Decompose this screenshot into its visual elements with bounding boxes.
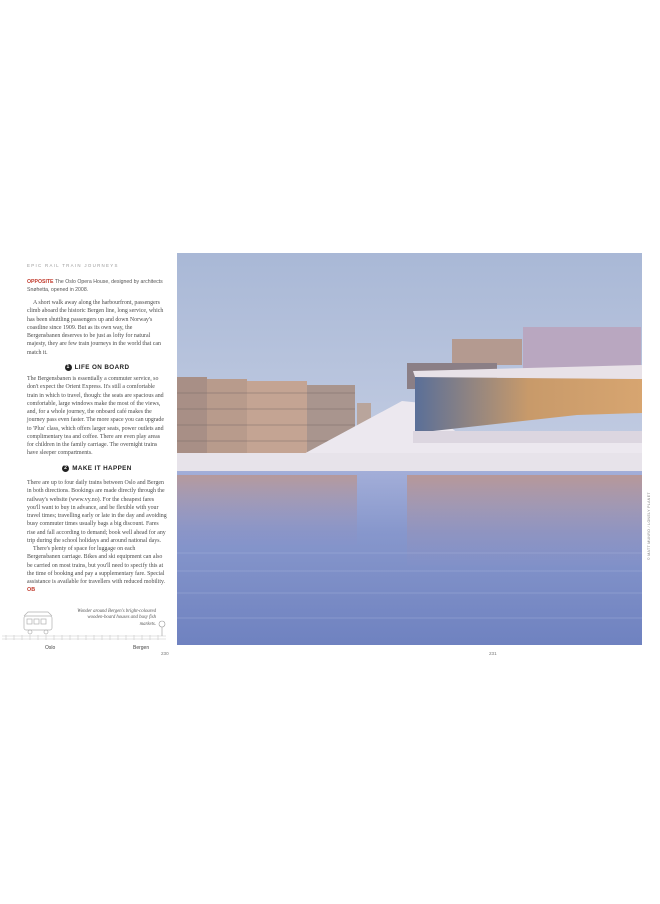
photo-caption: [27, 279, 167, 294]
station-marker-icon: [159, 621, 165, 636]
train-note: Wonder around Bergen's bright-coloured wooden-board houses and busy fish markets.: [77, 609, 156, 627]
make-it-happen-paragraph-1: There are up to four daily trains between Oslo and Bergen in both directions. Bookings are made directly through the railway's website (www.vy.no). For the cheapest fares you'll want to buy in advance, and be flexible with your travel times; travelling early or late in the day and avoiding busy commuter times usually bags a big discount. Fares rise and fall according to demand; book well ahead for any trip during the school holidays and around national days.: [27, 480, 167, 544]
section-title: MAKE IT HAPPEN: [72, 465, 132, 473]
caption-text: The Oslo Opera House, designed by architects Snøhetta, opened in 2008.: [27, 279, 163, 293]
route-end-label: Bergen: [133, 645, 150, 651]
make-it-happen-paragraph-2: [27, 545, 167, 595]
opera-house-illustration: [177, 253, 642, 645]
page-number-left: 230: [161, 651, 169, 656]
life-on-board-paragraph: The Bergensbanen is essentially a commuter service, so don't expect the Orient Express. It's still a comfortable train in which to travel, though: the seats are spacious and comfortable, large windows make the most of the views, and, for a whole journey, the onboard café makes the journey pass even faster. The more space you can upgrade to 'Plus' class, which offers larger seats, power outlets and complimentary tea and coffee. There are even play areas for children in the family carriage. The overnight trains have sleeper compartments.: [27, 376, 164, 457]
section-title: LIFE ON BOARD: [74, 364, 130, 372]
route-start-label: Oslo: [45, 645, 56, 651]
section-heading-life-on-board: [27, 364, 167, 371]
railway-track: [2, 635, 166, 640]
running-head: EPIC RAIL TRAIN JOURNEYS: [27, 263, 119, 268]
train-icon: [24, 612, 52, 634]
caption-label: OPPOSITE: [27, 279, 54, 285]
photo-credit: © MATT MUNRO / LONELY PLANET: [647, 492, 651, 560]
section-number-badge: 1: [66, 364, 70, 370]
page-number-right: 231: [489, 651, 497, 656]
end-mark: OB: [27, 587, 36, 594]
intro-paragraph: A short walk away along the harbourfront, passengers climb aboard the historic Bergen line, long service, which has been shuttling passengers up and down Norway's coastline since 1909. But as its own way, the Bergensbanen deserves to be just as lofty for natural majesty, they are few train journeys in the world that can match it.: [27, 300, 164, 356]
paragraph-text: There's plenty of space for luggage on each Bergensbanen carriage. Bikes and ski equipment can also be carried on most trains, but you'll need to specify this at the time of booking and pay a supplementary fare. Special assistance is available for travellers with reduced mobility.: [27, 546, 166, 585]
opera-house-photo: [177, 253, 642, 645]
section-number-badge: 2: [64, 465, 68, 471]
section-heading-make-it-happen: [27, 465, 167, 472]
